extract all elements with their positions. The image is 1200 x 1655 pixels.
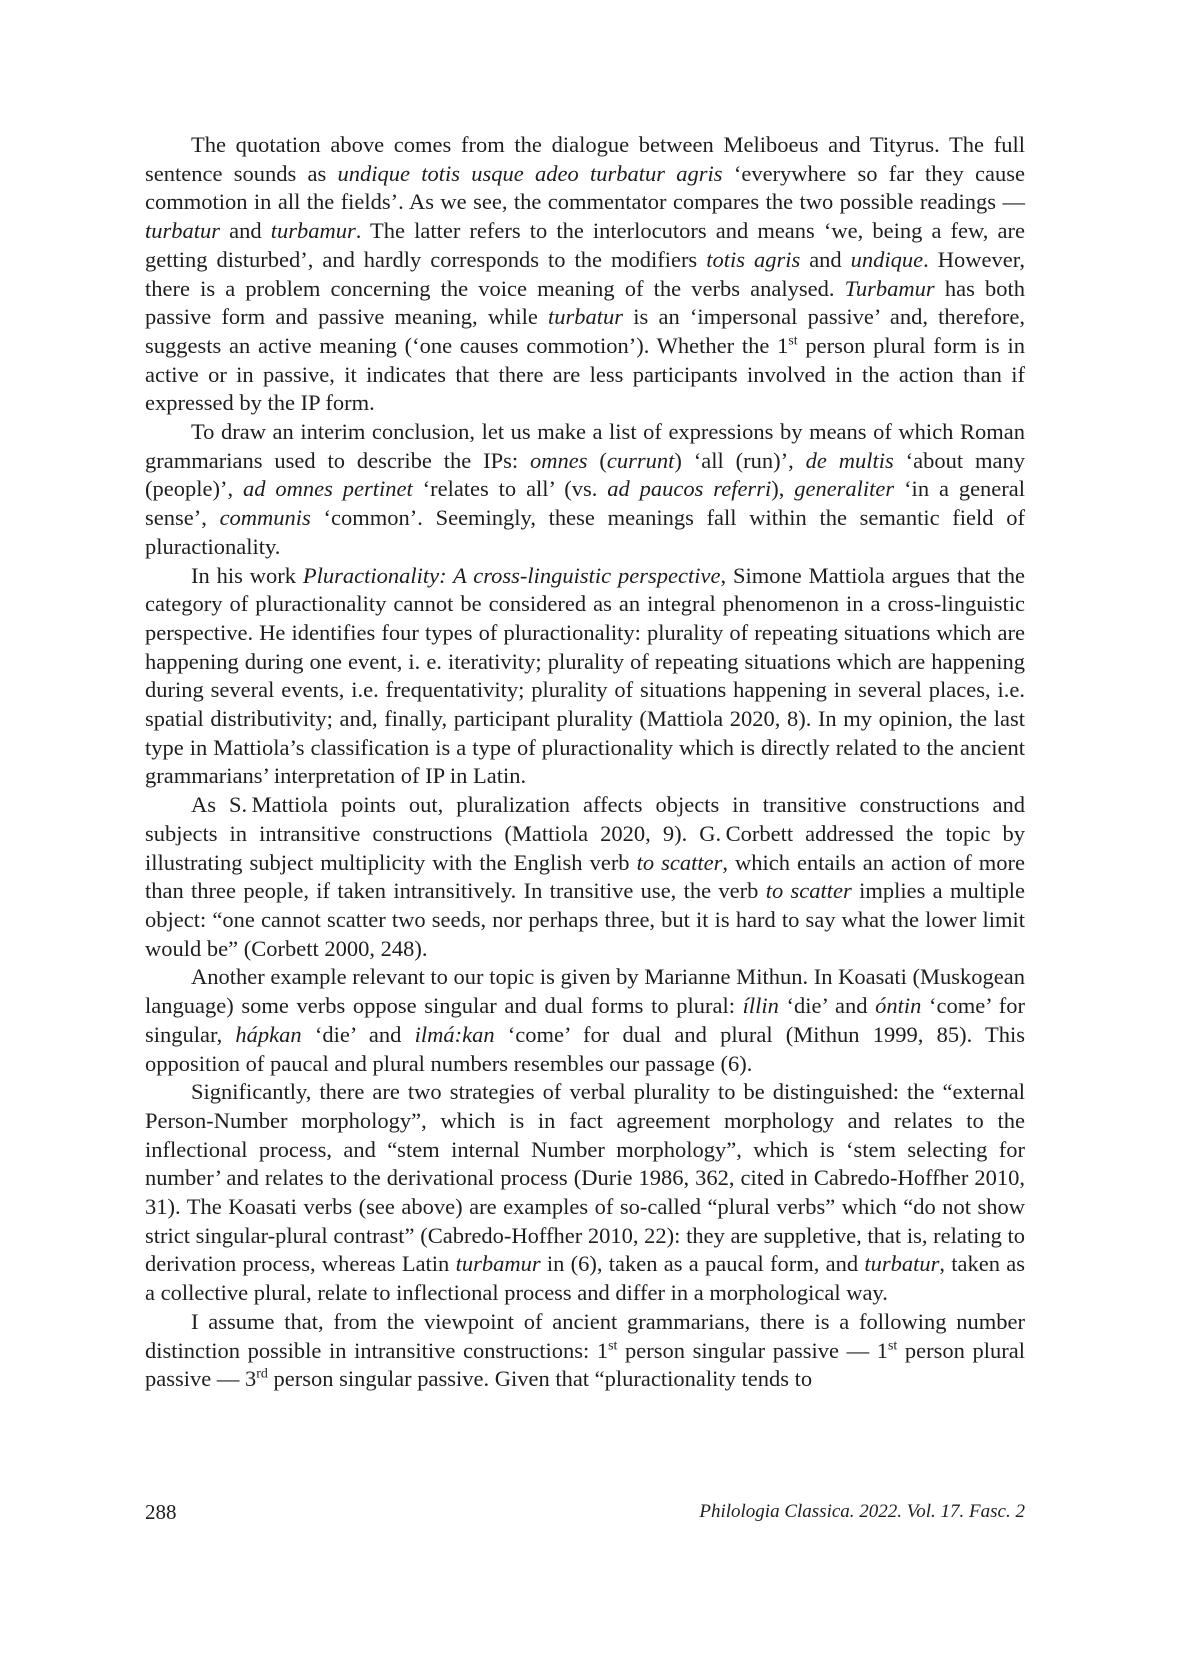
text-run: Another example relevant to our topic is given by Marianne Mithun. In Koasati (Muskogean language) some verbs oppose singular and dual forms to plural: [145, 964, 1025, 1019]
text-run: implies a multiple object: “one cannot scatter two seeds, nor perhaps three, but it is hard to say what the lower limit would be” (Corbett 2000, 248). [145, 878, 1025, 961]
paragraph [145, 418, 1025, 562]
italic-text: turbamur [455, 1251, 541, 1277]
text-run: and [220, 218, 271, 244]
article-body [145, 131, 1025, 1394]
text-run: As S. Mattiola points out, pluralization affects objects in transitive constructions and subjects in intransitive constructions (Mattiola 2020, 9). G. Corbett addressed the topic by illustrating subject multiplicity with the English verb [145, 792, 1025, 875]
text-run: person singular passive. Given that “pluractionality tends to [267, 1366, 813, 1392]
italic-text: undique totis usque adeo turbatur agris [337, 160, 723, 186]
italic-text: currunt [606, 447, 675, 473]
text-run: ) ‘all (run)’, [674, 447, 806, 473]
text-run: ‘everywhere so far they cause commotion in all the fields’. As we see, the commentator compares the two possible readings — [145, 160, 1025, 215]
paragraph [145, 131, 1025, 418]
italic-text: hápkan [235, 1021, 302, 1047]
journal-citation: Philologia Classica. 2022. Vol. 17. Fasc. 2 [699, 1501, 1025, 1522]
text-run: is an ‘impersonal passive’ and, therefore, suggests an active meaning (‘one causes commotion’). Whether the 1 [145, 304, 1025, 358]
text-run: . The latter refers to the interlocutors and means ‘we, being a few, are getting disturbed’, and hardly corresponds to the modifiers [145, 218, 1025, 272]
italic-text: generaliter [794, 476, 895, 502]
text-run: ‘die’ and [301, 1021, 415, 1047]
italic-text: ad paucos referri [607, 476, 772, 502]
text-run: and [800, 246, 851, 272]
text-run: in (6), taken as a paucal form, and [540, 1251, 865, 1277]
text-run: person plural form is in active or in passive, it indicates that there are less participants involved in the action than if expressed by the IP form. [145, 332, 1026, 416]
italic-text: de multis [805, 447, 894, 473]
italic-text: ilmá:kan [414, 1021, 495, 1047]
text-run: In his work [191, 562, 303, 588]
italic-text: omnes [529, 447, 588, 473]
superscript-text: st [608, 1338, 618, 1354]
text-run: , taken as a collective plural, relate to inflectional process and differ in a morphological way. [145, 1251, 1025, 1306]
italic-text: turbatur [864, 1251, 940, 1277]
text-run: has both passive form and passive meaning, while [145, 275, 1025, 330]
italic-text: Pluractionality: A cross-linguistic perspective [302, 562, 721, 588]
paragraph [145, 963, 1025, 1078]
text-run: person plural passive — 3 [145, 1337, 1025, 1392]
text-run: . However, there is a problem concerning the voice meaning of the verbs analysed. [145, 246, 1025, 301]
italic-text: ad omnes pertinet [242, 476, 413, 502]
superscript-text: st [788, 333, 798, 349]
text-run: ‘common’. Seemingly, these meanings fall within the semantic field of pluractionality. [145, 505, 1025, 559]
text-run: ‘come’ for dual and plural (Mithun 1999, 85). This opposition of paucal and plural numbers resembles our passage (6). [145, 1021, 1025, 1076]
text-run: ), [771, 476, 795, 502]
italic-text: to scatter [765, 878, 852, 904]
page-number: 288 [145, 1500, 177, 1524]
italic-text: turbamur [270, 218, 356, 244]
text-run: ( [587, 447, 607, 473]
text-run: The quotation above comes from the dialogue between Meliboeus and Tityrus. The full sentence sounds as [145, 132, 1025, 186]
italic-text: communis [219, 505, 311, 531]
superscript-text: st [887, 1338, 898, 1354]
paragraph [145, 562, 1025, 792]
text-run: Significantly, there are two strategies of verbal plurality to be distinguished: the “external Person-Number morphology”, which is in fact agreement morphology and relates to the inflectional process, and “stem internal Number morphology”, which is ‘stem selecting for number’ and relates to the derivational process (Durie 1986, 362, cited in Cabredo-Hoffher 2010, 31). The Koasati verbs (see above) are examples of so-called “plural verbs” which “do not show strict singular-plural contrast” (Cabredo-Hoffher 2010, 22): they are suppletive, that is, relating to derivation process, whereas Latin [145, 1079, 1025, 1277]
text-run: , Simone Mattiola argues that the category of pluractionality cannot be considered as an integral phenomenon in a cross-linguistic perspective. He identifies four types of pluractionality: plurality of repeating situations which are happening during one event, i. e. iterativity; plurality of repeating situations which are happening during several events, i.e. frequentativity; plurality of situations happening in several places, i.e. spatial distributivity; and, finally, participant plurality (Mattiola 2020, 8). In my opinion, the last type in Mattiola’s classification is a type of pluractionality which is directly related to the ancient grammarians’ interpretation of IP in Latin. [145, 562, 1026, 789]
italic-text: turbatur [145, 218, 221, 244]
italic-text: íllin [742, 993, 779, 1019]
text-run: ‘about many (people)’, [145, 447, 1025, 502]
text-run: person singular passive — 1 [617, 1337, 888, 1363]
text-run: , which entails an action of more than three people, if taken intransitively. In transitive use, the verb [145, 849, 1025, 904]
superscript-text: rd [256, 1366, 268, 1382]
text-run: ‘die’ and [778, 993, 876, 1019]
italic-text: turbatur [548, 304, 624, 330]
paragraph [145, 791, 1025, 963]
paragraph [145, 1078, 1025, 1308]
italic-text: totis agris [706, 246, 801, 272]
italic-text: Turbamur [844, 275, 935, 301]
italic-text: óntin [875, 993, 922, 1019]
text-run: ‘in a general sense’, [145, 476, 1026, 531]
text-run: ‘relates to all’ (vs. [412, 476, 608, 502]
italic-text: undique [850, 246, 924, 272]
text-run: ‘come’ for singular, [145, 993, 1025, 1047]
italic-text: to scatter [636, 849, 723, 875]
text-run: To draw an interim conclusion, let us make a list of expressions by means of which Roman grammarians used to describe the IPs: [145, 419, 1025, 473]
text-run: I assume that, from the viewpoint of ancient grammarians, there is a following number distinction possible in intransitive constructions: 1 [145, 1308, 1025, 1363]
paragraph [145, 1308, 1025, 1394]
